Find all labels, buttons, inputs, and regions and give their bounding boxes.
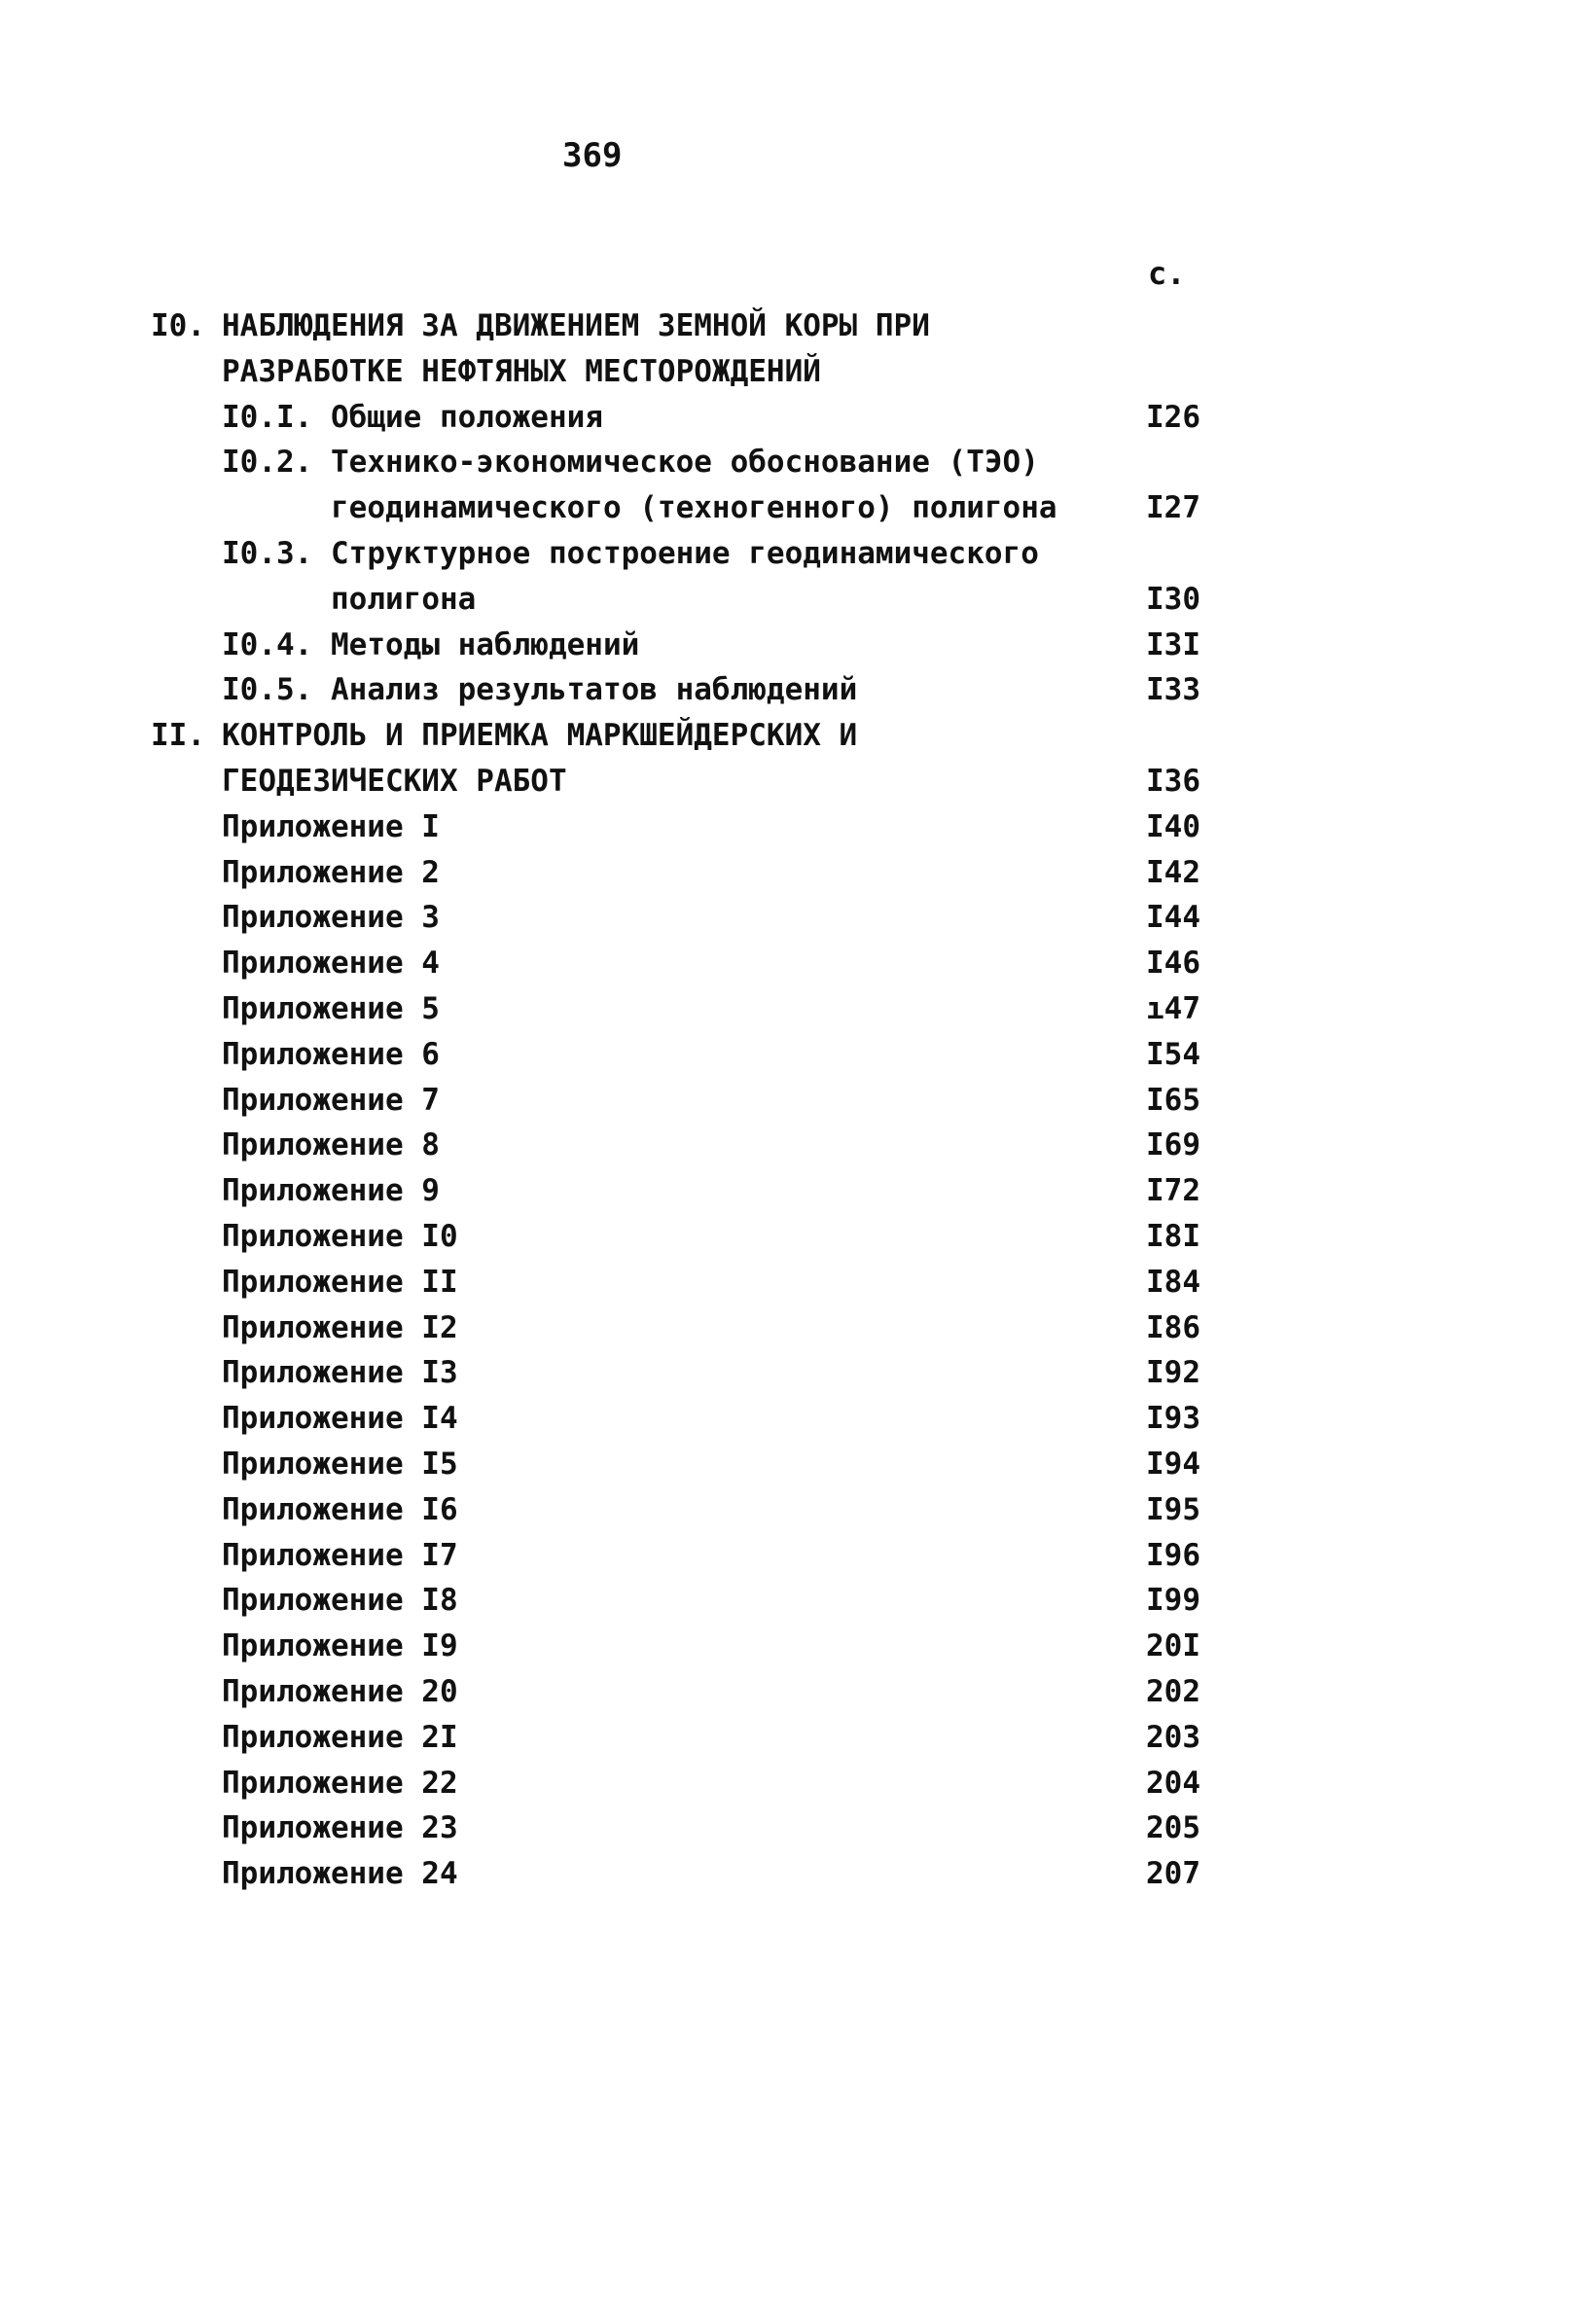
appendix-title: Приложение II — [222, 1264, 458, 1300]
page-ref: 202 — [1146, 1674, 1200, 1709]
page-ref: 207 — [1146, 1856, 1200, 1892]
page-ref: I92 — [1146, 1355, 1200, 1391]
chapter-title: ГЕОДЕЗИЧЕСКИХ РАБОТ — [222, 764, 567, 799]
page-ref: 205 — [1146, 1810, 1200, 1846]
section-number: I0.3. — [222, 536, 313, 571]
appendix-title: Приложение I3 — [222, 1355, 458, 1391]
page-ref: I30 — [1146, 581, 1200, 617]
section-number: I0.4. — [222, 626, 313, 662]
page-ref: I40 — [1146, 808, 1200, 844]
page-ref: I46 — [1146, 946, 1200, 982]
section-title: геодинамического (техногенного) полигона — [331, 490, 1057, 526]
page-number: 369 — [562, 136, 623, 175]
page-ref: I33 — [1146, 672, 1200, 708]
page-ref: I26 — [1146, 399, 1200, 435]
appendix-title: Приложение 3 — [222, 900, 440, 936]
page-ref: I86 — [1146, 1309, 1200, 1345]
section-title: Анализ результатов наблюдений — [331, 672, 858, 708]
section-title: Общие положения — [331, 399, 603, 435]
page-ref: I99 — [1146, 1583, 1200, 1619]
page-ref: I42 — [1146, 854, 1200, 890]
section-title: Технико-экономическое обоснование (ТЭО) — [331, 445, 1039, 481]
page-ref: I27 — [1146, 490, 1200, 526]
page-ref: I65 — [1146, 1082, 1200, 1118]
appendix-title: Приложение 24 — [222, 1856, 458, 1892]
page-ref: I69 — [1146, 1127, 1200, 1163]
appendix-title: Приложение I4 — [222, 1401, 458, 1437]
appendix-title: Приложение I8 — [222, 1583, 458, 1619]
chapter-title: НАБЛЮДЕНИЯ ЗА ДВИЖЕНИЕМ ЗЕМНОЙ КОРЫ ПРИ — [222, 308, 930, 343]
chapter-title: РАЗРАБОТКЕ НЕФТЯНЫХ МЕСТОРОЖДЕНИЙ — [222, 353, 821, 389]
page-column-header: с. — [1148, 255, 1186, 292]
chapter-title: КОНТРОЛЬ И ПРИЕМКА МАРКШЕЙДЕРСКИХ И — [222, 718, 858, 754]
appendix-title: Приложение I7 — [222, 1537, 458, 1573]
appendix-title: Приложение 7 — [222, 1082, 440, 1118]
page-ref: I72 — [1146, 1173, 1200, 1209]
page-ref: I8I — [1146, 1219, 1200, 1254]
page-ref: I36 — [1146, 764, 1200, 799]
page-ref: I84 — [1146, 1264, 1200, 1300]
appendix-title: Приложение 20 — [222, 1674, 458, 1709]
appendix-title: Приложение 23 — [222, 1810, 458, 1846]
appendix-title: Приложение 8 — [222, 1127, 440, 1163]
page-ref: I93 — [1146, 1401, 1200, 1437]
page-ref: I54 — [1146, 1036, 1200, 1072]
appendix-title: Приложение I5 — [222, 1447, 458, 1482]
section-title: полигона — [331, 581, 477, 617]
section-title: Структурное построение геодинамического — [331, 536, 1039, 571]
page-ref: ı47 — [1146, 991, 1200, 1026]
section-title: Методы наблюдений — [331, 626, 640, 662]
section-number: I0.2. — [222, 445, 313, 481]
appendix-title: Приложение 5 — [222, 991, 440, 1026]
page-ref: I44 — [1146, 900, 1200, 936]
appendix-title: Приложение I2 — [222, 1309, 458, 1345]
appendix-title: Приложение 22 — [222, 1765, 458, 1801]
page-ref: I96 — [1146, 1537, 1200, 1573]
appendix-title: Приложение 2 — [222, 854, 440, 890]
appendix-title: Приложение 9 — [222, 1173, 440, 1209]
appendix-title: Приложение I — [222, 808, 440, 844]
section-number: I0.I. — [222, 399, 313, 435]
page-ref: I3I — [1146, 626, 1200, 662]
appendix-title: Приложение 6 — [222, 1036, 440, 1072]
appendix-title: Приложение I6 — [222, 1491, 458, 1527]
appendix-title: Приложение 2I — [222, 1719, 458, 1755]
page-ref: I94 — [1146, 1447, 1200, 1482]
page-ref: 203 — [1146, 1719, 1200, 1755]
page-ref: 204 — [1146, 1765, 1200, 1801]
page-ref: I95 — [1146, 1491, 1200, 1527]
appendix-title: Приложение I9 — [222, 1628, 458, 1664]
page-ref: 20I — [1146, 1628, 1200, 1664]
section-number: I0.5. — [222, 672, 313, 708]
appendix-title: Приложение 4 — [222, 946, 440, 982]
appendix-title: Приложение I0 — [222, 1219, 458, 1254]
chapter-number: II. — [151, 718, 205, 754]
chapter-number: I0. — [151, 308, 205, 343]
